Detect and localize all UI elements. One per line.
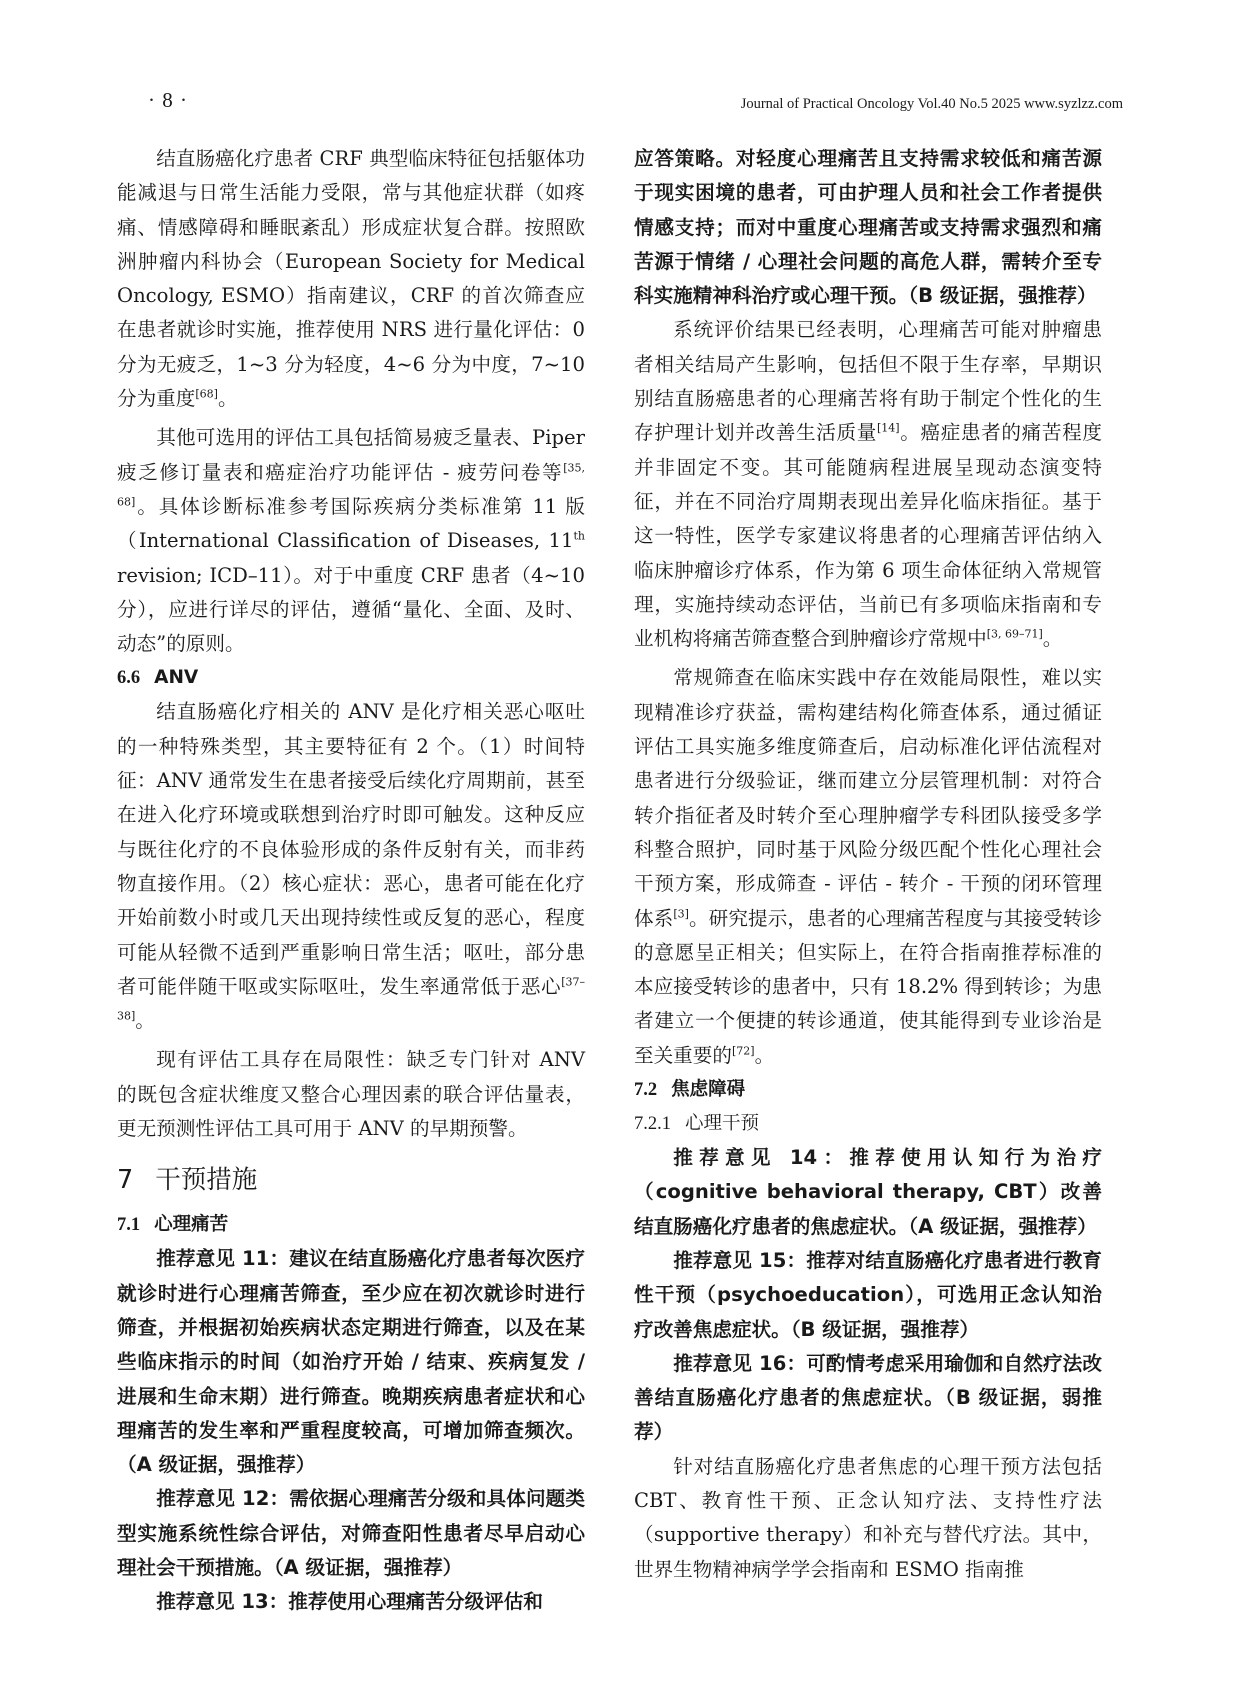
paragraph-anv-tools: 现有评估工具存在局限性：缺乏专门针对 ANV 的既包含症状维度又整合心理因素的联合评估量表，更无预测性评估工具可用于 ANV 的早期预警。 bbox=[117, 1048, 585, 1141]
right-column bbox=[634, 142, 1102, 1587]
citation: [35, 68] bbox=[117, 461, 585, 509]
citation: [3] bbox=[673, 907, 689, 920]
section-number: 7.2.1 bbox=[634, 1114, 671, 1135]
heading-7-1 bbox=[117, 1208, 585, 1242]
text: 。具体诊断标准参考国际疾病分类标准第 11 版（International Classification of Diseases, 11 bbox=[117, 494, 585, 553]
section-title: 干预措施 bbox=[155, 1165, 258, 1196]
text: revision; ICD–11）。对于中重度 CRF 患者（4~10 分），应进行详尽的评估，遵循“量化、全面、及时、动态”的原则。 bbox=[117, 563, 585, 656]
text: 。 bbox=[217, 387, 238, 411]
text: 其他可选用的评估工具包括简易疲乏量表、Piper 疲乏修订量表和癌症治疗功能评估 - 疲劳问卷等 bbox=[117, 426, 585, 484]
section-title: 心理干预 bbox=[685, 1113, 760, 1135]
text: 结直肠癌化疗相关的 ANV 是化疗相关恶心呕吐的一种特殊类型，其主要特征有 2 个。（1）时间特征：ANV 通常发生在患者接受后续化疗周期前，甚至在进入化疗环境或联想到治疗时即可触发。这种反应与既往化疗的不良体验形成的条件反射有关，而非药物直接作用。（2）核心症状：恶心，患者可能在化疗开始前数小时或几天出现持续性或反复的恶心，程度可能从轻微不适到严重影响日常生活；呕吐，部分患者可能伴随干呕或实际呕吐，发生率通常低于恶心 bbox=[117, 700, 585, 998]
journal-header: Journal of Practical Oncology Vol.40 No.5 2025 www.syzlzz.com bbox=[740, 96, 1123, 112]
text: 常规筛查在临床实践中存在效能局限性，难以实现精准诊疗获益，需构建结构化筛查体系，通过循证评估工具实施多维度筛查后，启动标准化评估流程对患者进行分级验证，继而建立分层管理机制：对符合转介指征者及时转介至心理肿瘤学专科团队接受多学科整合照护，同时基于风险分级匹配个性化心理社会干预方案，形成筛查 - 评估 - 转介 - 干预的闭环管理体系 bbox=[634, 666, 1102, 930]
recommendation-15: 推荐意见 15：推荐对结直肠癌化疗患者进行教育性干预（psychoeducation），可选用正念认知治疗改善焦虑症状。（B 级证据，强推荐） bbox=[634, 1248, 1102, 1341]
heading-7 bbox=[117, 1160, 585, 1200]
text: 。研究提示，患者的心理痛苦程度与其接受转诊的意愿呈正相关；但实际上，在符合指南推荐标准的本应接受转诊的患者中，只有 18.2% 得到转诊；为患者建立一个便捷的转诊通道，使其能得到专业诊治是至关重要的 bbox=[634, 906, 1103, 1067]
citation: [72] bbox=[731, 1044, 755, 1058]
recommendation-12: 推荐意见 12：需依据心理痛苦分级和具体问题类型实施系统性综合评估，对筛查阳性患者尽早启动心理社会干预措施。（A 级证据，强推荐） bbox=[117, 1487, 585, 1579]
citation: [37–38] bbox=[117, 975, 585, 1023]
text: 结直肠癌化疗患者 CRF 典型临床特征包括躯体功能减退与日常生活能力受限，常与其他症状群（如疼痛、情感障碍和睡眠紊乱）形成症状复合群。按照欧洲肿瘤内科协会（European Society for Medical Oncology, ESMO）指南建议，CRF 的首次筛查应在患者就诊时实施，推荐使用 NRS 进行量化评估：0 分为无疲乏，1~3 分为轻度，4~6 分为中度，7~10 分为重度 bbox=[117, 147, 585, 411]
citation: [14] bbox=[876, 421, 900, 435]
paragraph-crf-features bbox=[117, 142, 585, 416]
paragraph-routine-screening bbox=[634, 661, 1102, 1073]
text: 。 bbox=[135, 1009, 155, 1033]
section-title: 心理痛苦 bbox=[154, 1214, 229, 1236]
heading-6-6 bbox=[117, 661, 585, 695]
paragraph-assessment-tools bbox=[117, 421, 585, 661]
section-number: 7.1 bbox=[117, 1215, 141, 1236]
paragraph-anv bbox=[117, 695, 585, 1038]
text: 。癌症患者的痛苦程度并非固定不变。其可能随病程进展呈现动态演变特征，并在不同治疗周期表现出差异化临床指征。基于这一特性，医学专家建议将患者的心理痛苦评估纳入临床肿瘤诊疗体系，作为第 6 项生命体征纳入常规管理，实施持续动态评估，当前已有多项临床指南和专业机构将痛苦筛查整合到肿瘤诊疗常规中 bbox=[634, 421, 1103, 651]
section-title: 焦虑障碍 bbox=[671, 1079, 746, 1101]
superscript: th bbox=[573, 529, 585, 543]
heading-7-2 bbox=[634, 1073, 1102, 1107]
text: 。 bbox=[1042, 627, 1063, 651]
page-number: · 8 · bbox=[148, 88, 188, 112]
heading-7-2-1 bbox=[634, 1107, 1102, 1141]
recommendation-16: 推荐意见 16：可酌情考虑采用瑜伽和自然疗法改善结直肠癌化疗患者的焦虑症状。（B 级证据，弱推荐） bbox=[634, 1351, 1102, 1444]
citation: [3, 69–71] bbox=[986, 627, 1043, 641]
left-column bbox=[117, 142, 585, 1620]
section-number: 6.6 bbox=[117, 668, 141, 689]
section-number: 7 bbox=[117, 1165, 134, 1196]
text: 。 bbox=[754, 1043, 775, 1067]
recommendation-14: 推荐意见 14：推荐使用认知行为治疗（cognitive behavioral therapy, CBT）改善结直肠癌化疗患者的焦虑症状。（A 级证据，强推荐） bbox=[634, 1146, 1102, 1238]
paragraph-systematic-review bbox=[634, 313, 1102, 656]
paragraph-interventions: 针对结直肠癌化疗患者焦虑的心理干预方法包括 CBT、教育性干预、正念认知疗法、支持性疗法（supportive therapy）和补充与替代疗法。其中，世界生物精神病学学会指南和 ESMO 指南推 bbox=[634, 1454, 1102, 1581]
recommendation-13: 推荐意见 13：推荐使用心理痛苦分级评估和 bbox=[156, 1590, 543, 1614]
citation: [68] bbox=[195, 387, 218, 401]
section-title: ANV bbox=[154, 667, 199, 689]
section-number: 7.2 bbox=[634, 1080, 658, 1101]
recommendation-13-continued: 应答策略。对轻度心理痛苦且支持需求较低和痛苦源于现实困境的患者，可由护理人员和社会工作者提供情感支持；而对中重度心理痛苦或支持需求强烈和痛苦源于情绪 / 心理社会问题的高危人群，需转介至专科实施精神科治疗或心理干预。（B 级证据，强推荐） bbox=[634, 147, 1102, 308]
text: 系统评价结果已经表明，心理痛苦可能对肿瘤患者相关结局产生影响，包括但不限于生存率，早期识别结直肠癌患者的心理痛苦将有助于制定个性化的生存护理计划并改善生活质量 bbox=[634, 318, 1102, 445]
recommendation-11: 推荐意见 11：建议在结直肠癌化疗患者每次医疗就诊时进行心理痛苦筛查，至少应在初次就诊时进行筛查，并根据初始疾病状态定期进行筛查，以及在某些临床指示的时间（如治疗开始 / 结束、疾病复发 / 进展和生命末期）进行筛查。晚期疾病患者症状和心理痛苦的发生率和严重程度较高，可增加筛查频次。（A 级证据，强推荐） bbox=[117, 1247, 585, 1477]
